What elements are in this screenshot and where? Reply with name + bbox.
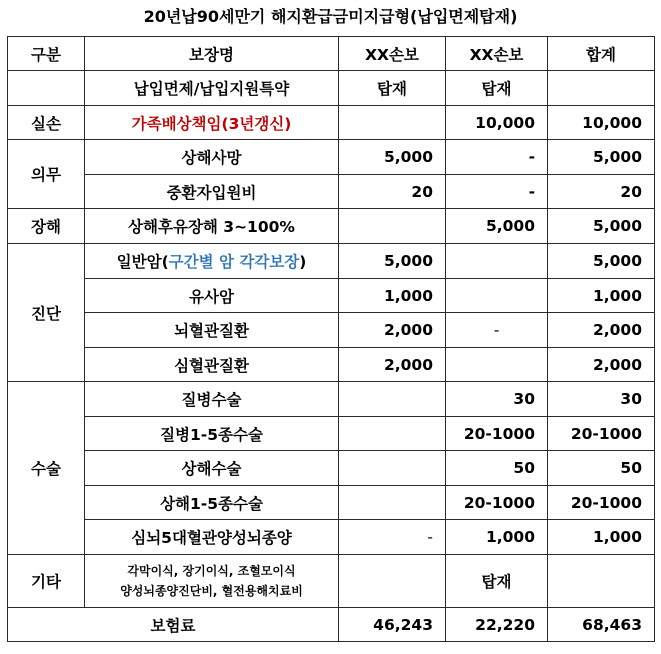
header-insurer-2: XX손보 [446,37,548,71]
coverage-name [85,244,339,279]
insurer-1-value: 5,000 [339,140,446,175]
table-row-death [8,140,655,175]
empty-cell [339,417,446,451]
table-row-disease-surgery [8,382,655,417]
table-row-similar-cancer [8,279,655,313]
table-row-heart-brain [8,520,655,555]
table-row-disability [8,209,655,244]
coverage-name: 가족배상책임(3년갱신) [85,106,339,140]
total-value: 2,000 [548,348,655,382]
table-row-waiver [8,71,655,106]
total-value: 20-1000 [548,486,655,520]
total-value: 5,000 [548,244,655,279]
header-row [8,37,655,71]
empty-cell [548,555,655,608]
coverage-name: 질병1-5종수술 [85,417,339,451]
table-row-injury-surgery [8,451,655,486]
insurer-2-value: - [446,313,548,348]
coverage-name: 질병수술 [85,382,339,417]
category-uimu: 의무 [8,140,85,209]
table-row-disease-1-5 [8,417,655,451]
table-row-family [8,106,655,140]
total-value: 2,000 [548,313,655,348]
coverage-name: 납입면제/납입지원특약 [85,71,339,106]
coverage-name: 심혈관질환 [85,348,339,382]
empty-cell [339,451,446,486]
cancer-name-note: 구간별 암 각각보장 [168,253,300,271]
table-row-premium [8,608,655,642]
header-insurer-1: XX손보 [339,37,446,71]
insurer-1-value: 2,000 [339,348,446,382]
insurer-1-value: - [339,520,446,555]
premium-label: 보험료 [8,608,339,642]
coverage-name: 중환자입원비 [85,175,339,209]
coverage-table [7,36,655,642]
empty-cell [339,555,446,608]
insurer-2-value: - [446,140,548,175]
insurer-2-premium: 22,220 [446,608,548,642]
insurer-2-value: 20-1000 [446,417,548,451]
total-value: 10,000 [548,106,655,140]
coverage-name: 상해후유장해 3~100% [85,209,339,244]
cancer-name-suffix: ) [299,253,307,271]
category-gita: 기타 [8,555,85,608]
empty-cell [339,486,446,520]
insurer-1-value: 2,000 [339,313,446,348]
insurer-2-value: 50 [446,451,548,486]
insurer-2-value: 5,000 [446,209,548,244]
total-value: 5,000 [548,209,655,244]
insurer-1-premium: 46,243 [339,608,446,642]
table-row-icu [8,175,655,209]
total-value: 20-1000 [548,417,655,451]
empty-cell [339,209,446,244]
empty-cell [8,71,85,106]
insurer-2-value: 1,000 [446,520,548,555]
insurer-1-value: 1,000 [339,279,446,313]
etc-line-1: 각막이식, 장기이식, 조혈모이식 [127,564,296,578]
coverage-name: 상해1-5종수술 [85,486,339,520]
insurer-2-value: 탑재 [446,71,548,106]
total-value: 1,000 [548,520,655,555]
header-total: 합계 [548,37,655,71]
etc-line-2: 양성뇌종양진단비, 혈전용해치료비 [120,584,303,598]
header-category: 구분 [8,37,85,71]
empty-cell [446,244,548,279]
category-jindan: 진단 [8,244,85,382]
coverage-name: 상해수술 [85,451,339,486]
header-coverage-name: 보장명 [85,37,339,71]
table-row-injury-1-5 [8,486,655,520]
total-value: 30 [548,382,655,417]
empty-cell [548,71,655,106]
category-silson: 실손 [8,106,85,140]
category-janghae: 장해 [8,209,85,244]
table-row-cancer [8,244,655,279]
total-premium: 68,463 [548,608,655,642]
total-value: 20 [548,175,655,209]
table-row-cardio [8,348,655,382]
total-value: 5,000 [548,140,655,175]
table-row-etc [8,555,655,608]
total-value: 50 [548,451,655,486]
empty-cell [446,348,548,382]
cancer-name-prefix: 일반암( [116,253,169,271]
insurer-2-value: - [446,175,548,209]
empty-cell [339,382,446,417]
coverage-name: 유사암 [85,279,339,313]
coverage-name: 상해사망 [85,140,339,175]
insurer-2-value: 20-1000 [446,486,548,520]
category-susul: 수술 [8,382,85,555]
empty-cell [339,106,446,140]
coverage-name [85,555,339,608]
empty-cell [446,279,548,313]
table-row-cerebro [8,313,655,348]
insurer-2-value: 30 [446,382,548,417]
page-title: 20년납90세만기 해지환급금미지급형(납입면제탑재) [143,7,518,26]
insurer-2-value: 10,000 [446,106,548,140]
insurer-1-value: 탑재 [339,71,446,106]
coverage-name: 뇌혈관질환 [85,313,339,348]
total-value: 1,000 [548,279,655,313]
coverage-name: 심뇌5대혈관양성뇌종양 [85,520,339,555]
insurer-1-value: 20 [339,175,446,209]
insurer-2-value: 탑재 [446,555,548,608]
insurer-1-value: 5,000 [339,244,446,279]
